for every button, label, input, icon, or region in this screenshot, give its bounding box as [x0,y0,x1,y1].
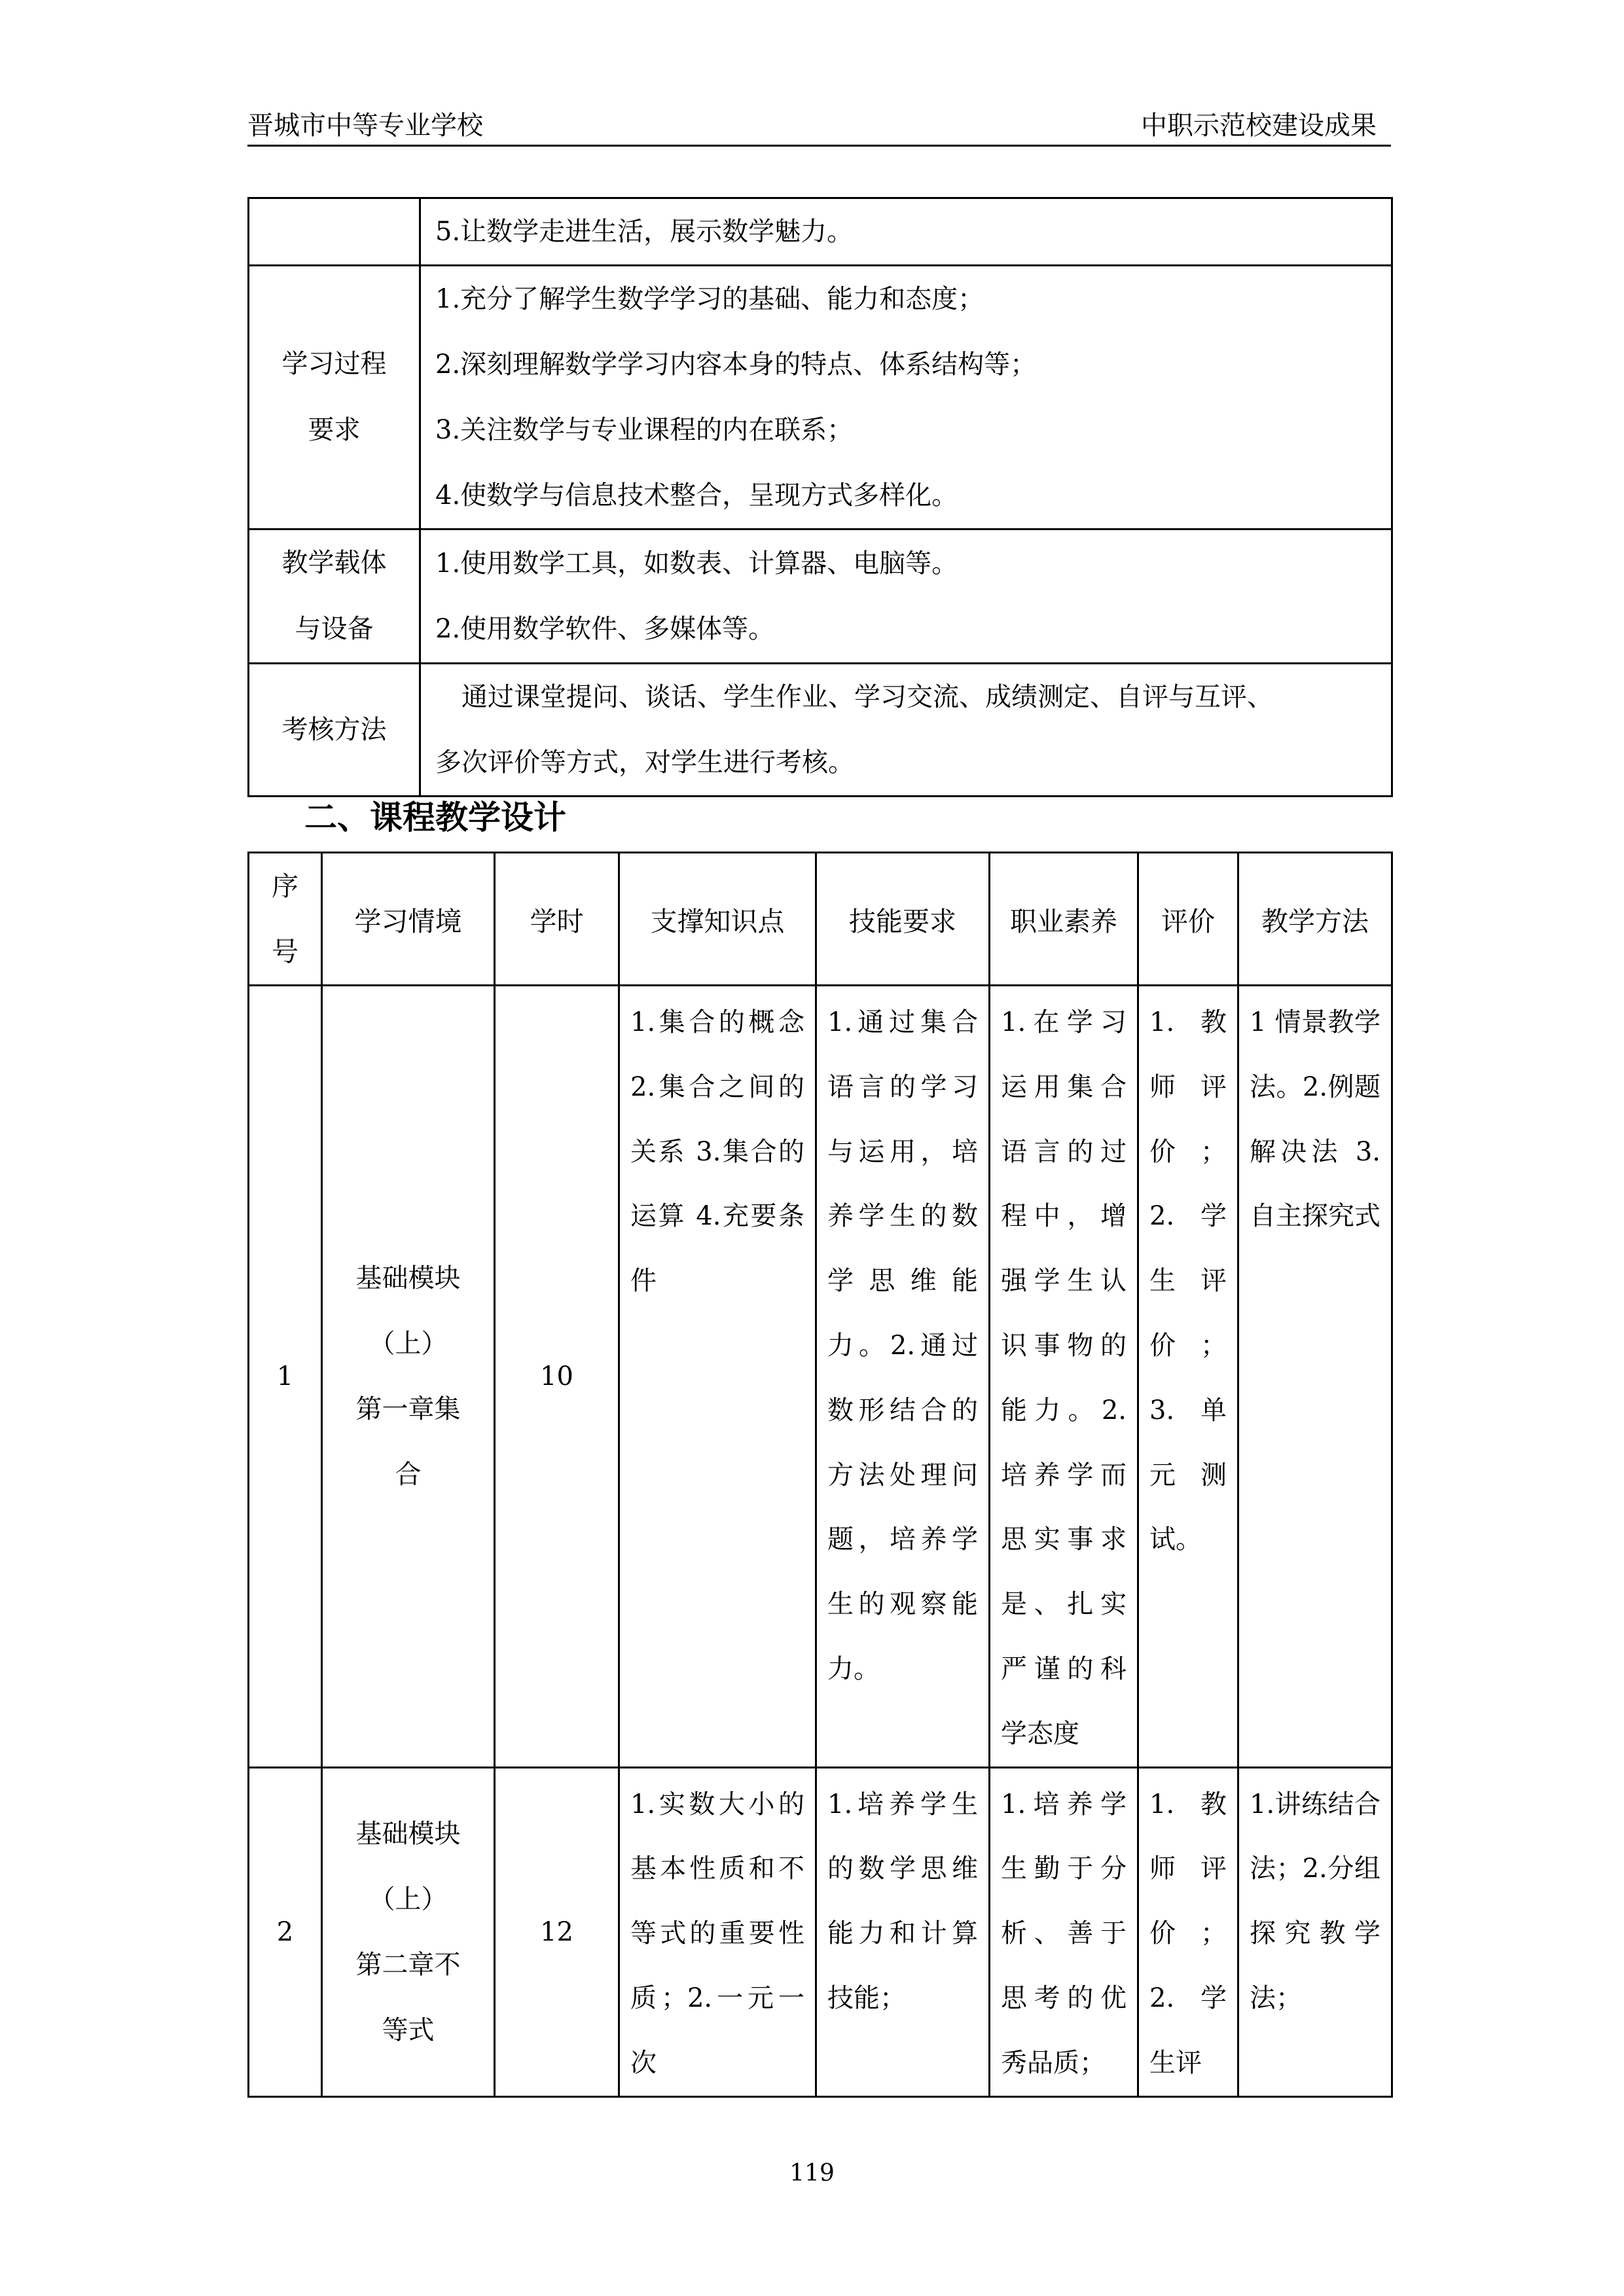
cell-seq: 1 [249,986,322,1768]
cell-knowledge: 1.集合的概念 2.集合之间的关系 3.集合的运算 4.充要条件 [619,986,816,1768]
situation-line: （上） [369,1884,448,1914]
situation-line: 基础模块 [355,1818,461,1849]
cell-quality: 1.在学习运用集合语言的过程中，增强学生认识事物的能力。2.培养学而思实事求是、扎实严谨的科学态度 [990,986,1138,1768]
header-method: 教学方法 [1238,853,1392,986]
header-skills: 技能要求 [816,853,990,986]
cell-situation [322,986,495,1768]
situation-line: 合 [395,1459,422,1490]
situation-line: 第二章不 [355,1949,461,1980]
situation-line: （上） [369,1328,448,1359]
cell-skills: 1.培养学生的数学思维能力和计算技能； [816,1767,990,2096]
header-seq-line: 序 [272,870,298,902]
header-doc-title: 中职示范校建设成果 [1141,111,1377,141]
label-line: 与设备 [295,614,374,644]
label-line: 要求 [308,415,361,445]
table-row [249,529,1392,664]
cell-quality: 1.培养学生勤于分析、善于思考的优秀品质； [990,1767,1138,2096]
table-row [249,1767,1392,2096]
course-requirements-table [247,197,1393,797]
page-number: 119 [789,2160,835,2187]
cell-evaluation: 1.教师评价；2.学生评 [1138,1767,1238,2096]
header-hours: 学时 [495,853,619,986]
table-row [249,664,1392,797]
header-situation: 学习情境 [322,853,495,986]
row-content [420,529,1392,664]
content-line: 1.使用数学工具，如数表、计算器、电脑等。 [435,548,958,579]
label-line: 教学载体 [281,548,387,578]
content-line: 2.深刻理解数学学习内容本身的特点、体系结构等； [435,350,1037,380]
cell-method: 1 情景教学法。2.例题解决法 3.自主探究式 [1238,986,1392,1768]
content-line: 2.使用数学软件、多媒体等。 [435,614,775,644]
cell-knowledge: 1.实数大小的基本性质和不等式的重要性质；2.一元一次 [619,1767,816,2096]
table-row [249,986,1392,1768]
cell-hours: 10 [495,986,619,1768]
table-header-row [249,853,1392,986]
cell-method: 1.讲练结合法；2.分组探究教学法； [1238,1767,1392,2096]
header-rule [247,145,1391,147]
content-line: 通过课堂提问、谈话、学生作业、学习交流、成绩测定、自评与互评、 [461,682,1273,712]
course-design-table [247,852,1393,2098]
row-content [420,664,1392,797]
content-line: 3.关注数学与专业课程的内在联系； [435,415,854,445]
row-label [249,198,420,266]
section-title: 二、课程教学设计 [304,798,566,836]
header-quality: 职业素养 [990,853,1138,986]
row-label-teaching-equipment [249,529,420,664]
content-line: 5.让数学走进生活，展示数学魅力。 [435,217,854,247]
header-seq [249,853,322,986]
table-row [249,198,1392,266]
cell-hours: 12 [495,1767,619,2096]
cell-seq: 2 [249,1767,322,2096]
row-content [420,266,1392,529]
label-line: 学习过程 [281,349,387,379]
header-evaluation: 评价 [1138,853,1238,986]
content-line: 1.充分了解学生数学学习的基础、能力和态度； [435,284,984,314]
row-label-assessment [249,664,420,797]
row-label-learning-process [249,266,420,529]
label-line: 考核方法 [281,714,387,745]
situation-line: 等式 [382,2015,435,2045]
cell-evaluation: 1.教师评价；2.学生评价；3.单元测试。 [1138,986,1238,1768]
header-seq-line: 号 [272,936,298,967]
cell-skills: 1.通过集合语言的学习与运用，培养学生的数学思维能力。2.通过数形结合的方法处理问题，培养学生的观察能力。 [816,986,990,1768]
content-line: 多次评价等方式，对学生进行考核。 [435,747,854,778]
row-content [420,198,1392,266]
situation-line: 基础模块 [355,1263,461,1293]
situation-line: 第一章集 [355,1393,461,1424]
header-school-name: 晋城市中等专业学校 [247,111,483,141]
table-row [249,266,1392,529]
cell-situation [322,1767,495,2096]
content-line: 4.使数学与信息技术整合，呈现方式多样化。 [435,480,958,511]
header-knowledge: 支撑知识点 [619,853,816,986]
